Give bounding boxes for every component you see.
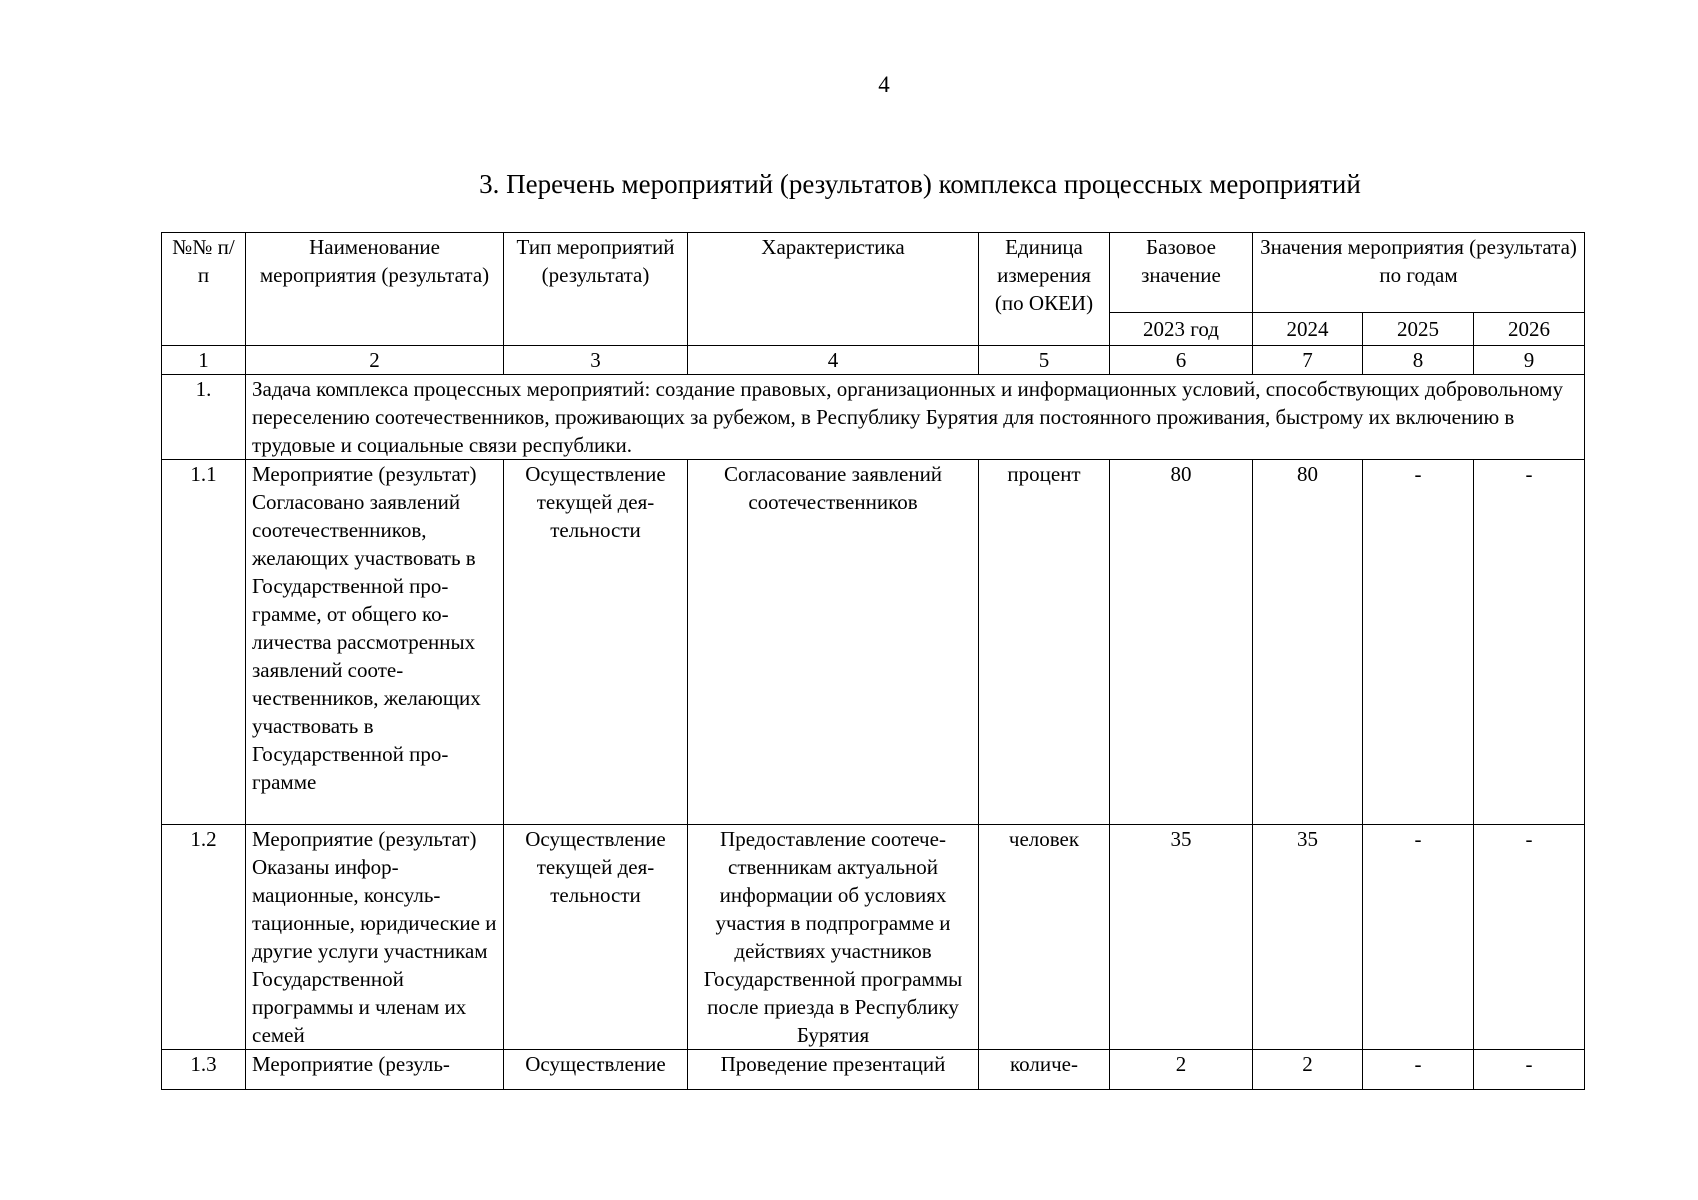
task-num: 1. — [162, 375, 246, 460]
header-year-2026: 2026 — [1474, 313, 1585, 346]
row-value-2026: - — [1474, 1050, 1585, 1090]
activities-table — [161, 232, 1585, 1090]
row-value-2026: - — [1474, 460, 1585, 825]
column-number: 3 — [504, 346, 688, 375]
row-characteristic: Предоставление соотечественникам актуальной информации об условиях участия в подпрограмме и действиях участников Государственной программы после приезда в Республику Бурятия — [688, 825, 979, 1050]
row-num: 1.1 — [162, 460, 246, 825]
header-characteristic: Характеристика — [688, 233, 979, 346]
row-unit: человек — [979, 825, 1110, 1050]
row-name: Мероприятие (результат) Оказаны информационные, консультационные, юридические и другие услуги участникам Государственной программы и членам их семей — [246, 825, 504, 1050]
column-number: 4 — [688, 346, 979, 375]
row-value-2025: - — [1363, 825, 1474, 1050]
row-value-2024: 2 — [1253, 1050, 1363, 1090]
header-base-year: 2023 год — [1110, 313, 1253, 346]
row-value-2024: 35 — [1253, 825, 1363, 1050]
row-type: Осуществление текущей деятельности — [504, 460, 688, 825]
column-number: 2 — [246, 346, 504, 375]
task-text: Задача комплекса процессных мероприятий: создание правовых, организационных и информационных условий, способствующих добровольному переселению соотечественников, проживающих за рубежом, в Республику Бурятия для постоянного проживания, быстрому их включению в трудовые и социальные связи республики. — [246, 375, 1585, 460]
header-name: Наименование мероприятия (результата) — [246, 233, 504, 346]
column-number: 7 — [1253, 346, 1363, 375]
header-base: Базовое значение — [1110, 233, 1253, 313]
header-year-2024: 2024 — [1253, 313, 1363, 346]
column-number: 6 — [1110, 346, 1253, 375]
column-number: 8 — [1363, 346, 1474, 375]
row-value-2025: - — [1363, 460, 1474, 825]
header-unit: Единица измерения (по ОКЕИ) — [979, 233, 1110, 346]
row-characteristic: Проведение презентаций — [688, 1050, 979, 1090]
row-name: Мероприятие (резуль- — [246, 1050, 504, 1090]
column-numbers-row — [162, 346, 1585, 375]
row-unit: процент — [979, 460, 1110, 825]
table-row — [162, 1050, 1585, 1090]
task-row — [162, 375, 1585, 460]
row-base-value: 80 — [1110, 460, 1253, 825]
header-year-2025: 2025 — [1363, 313, 1474, 346]
column-number: 1 — [162, 346, 246, 375]
row-type: Осуществление текущей деятельности — [504, 825, 688, 1050]
row-characteristic: Согласование заявлений соотечественников — [688, 460, 979, 825]
row-base-value: 35 — [1110, 825, 1253, 1050]
column-number: 9 — [1474, 346, 1585, 375]
document-title: 3. Перечень мероприятий (результатов) комплекса процессных мероприятий — [479, 169, 1361, 199]
row-num: 1.2 — [162, 825, 246, 1050]
header-values: Значения мероприятия (результата) по годам — [1253, 233, 1585, 313]
row-value-2024: 80 — [1253, 460, 1363, 825]
row-value-2026: - — [1474, 825, 1585, 1050]
table-row — [162, 460, 1585, 825]
header-row — [162, 233, 1585, 313]
page-number: 4 — [878, 72, 890, 97]
row-base-value: 2 — [1110, 1050, 1253, 1090]
header-type: Тип мероприятий (результата) — [504, 233, 688, 346]
row-value-2025: - — [1363, 1050, 1474, 1090]
row-type: Осуществление — [504, 1050, 688, 1090]
row-num: 1.3 — [162, 1050, 246, 1090]
table-row — [162, 825, 1585, 1050]
row-unit: количе- — [979, 1050, 1110, 1090]
column-number: 5 — [979, 346, 1110, 375]
header-num: №№ п/п — [162, 233, 246, 346]
row-name: Мероприятие (результат) Согласовано заявлений соотечественников, желающих участвовать в Государственной программе, от общего количества рассмотренных заявлений соотечественников, желающих участвовать в Государственной программе — [246, 460, 504, 825]
